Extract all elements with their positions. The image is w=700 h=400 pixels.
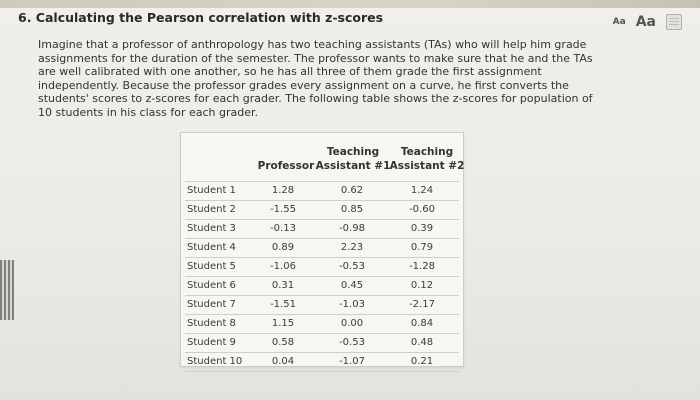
student-name: Student 1 [187, 185, 236, 196]
question-title: 6. Calculating the Pearson correlation with z-scores [18, 10, 384, 25]
table-header [181, 145, 463, 183]
ta2-score: 0.39 [410, 223, 434, 234]
decrease-font-button[interactable]: Aa [612, 17, 626, 27]
ta2-score: -2.17 [409, 299, 435, 310]
student-name: Student 8 [187, 318, 236, 329]
professor-score: 0.31 [271, 280, 295, 291]
student-name: Student 10 [187, 356, 243, 367]
student-name: Student 7 [187, 299, 236, 310]
student-name: Student 5 [187, 261, 236, 272]
text-size-controls [613, 14, 682, 30]
student-name: Student 9 [187, 337, 236, 348]
header-ta1: Teaching Assistant #1 [315, 146, 391, 172]
professor-score: 1.15 [271, 318, 295, 329]
ta2-score: 0.84 [410, 318, 434, 329]
ta1-score: -1.07 [339, 356, 365, 367]
table-row [185, 181, 459, 200]
table-row [185, 276, 459, 295]
professor-score: 1.28 [271, 185, 295, 196]
ta1-score: 0.85 [340, 204, 364, 215]
table-body [185, 181, 459, 372]
ta2-score: -1.28 [409, 261, 435, 272]
ta1-score: -0.53 [339, 261, 365, 272]
professor-score: -1.06 [270, 261, 296, 272]
ta1-score: -0.98 [339, 223, 365, 234]
ta1-score: 0.45 [340, 280, 364, 291]
table-row [185, 333, 459, 352]
professor-score: 0.58 [271, 337, 295, 348]
ta2-score: -0.60 [409, 204, 435, 215]
professor-score: -0.13 [270, 223, 296, 234]
ta1-score: -1.03 [339, 299, 365, 310]
question-prompt: Imagine that a professor of anthropology has two teaching assistants (TAs) who will help him grade assignments for the duration of the semester. The professor wants to make sure that he and the TAs are well calibrated with one another, so he has all three of them grade the first assignment independently. Because the professor grades every assignment on a curve, he first converts the students' scores to z-scores for each grader. The following table shows the z-scores for population of 10 students in his class for each grader. [38, 38, 593, 119]
table-row [185, 295, 459, 314]
table-row [185, 314, 459, 333]
question-header [18, 10, 688, 34]
ta2-score: 0.79 [410, 242, 434, 253]
professor-score: -1.51 [270, 299, 296, 310]
ta2-score: 1.24 [410, 185, 434, 196]
student-name: Student 4 [187, 242, 236, 253]
ta2-score: 0.21 [410, 356, 434, 367]
top-bar [0, 0, 700, 8]
professor-score: 0.89 [271, 242, 295, 253]
professor-score: 0.04 [271, 356, 295, 367]
table-row [185, 257, 459, 276]
table-row [185, 200, 459, 219]
ta1-score: 2.23 [340, 242, 364, 253]
student-name: Student 6 [187, 280, 236, 291]
ta1-score: 0.00 [340, 318, 364, 329]
header-ta2: Teaching Assistant #2 [389, 146, 465, 172]
ta2-score: 0.48 [410, 337, 434, 348]
left-edge-artifact [0, 260, 14, 320]
document-icon[interactable] [666, 14, 682, 30]
ta1-score: 0.62 [340, 185, 364, 196]
header-professor: Professor [257, 160, 315, 172]
ta1-score: -0.53 [339, 337, 365, 348]
table-row [185, 352, 459, 372]
professor-score: -1.55 [270, 204, 296, 215]
table-row [185, 238, 459, 257]
student-name: Student 3 [187, 223, 236, 234]
increase-font-button[interactable]: Aa [635, 14, 656, 30]
zscore-table [180, 132, 464, 367]
table-row [185, 219, 459, 238]
student-name: Student 2 [187, 204, 236, 215]
ta2-score: 0.12 [410, 280, 434, 291]
